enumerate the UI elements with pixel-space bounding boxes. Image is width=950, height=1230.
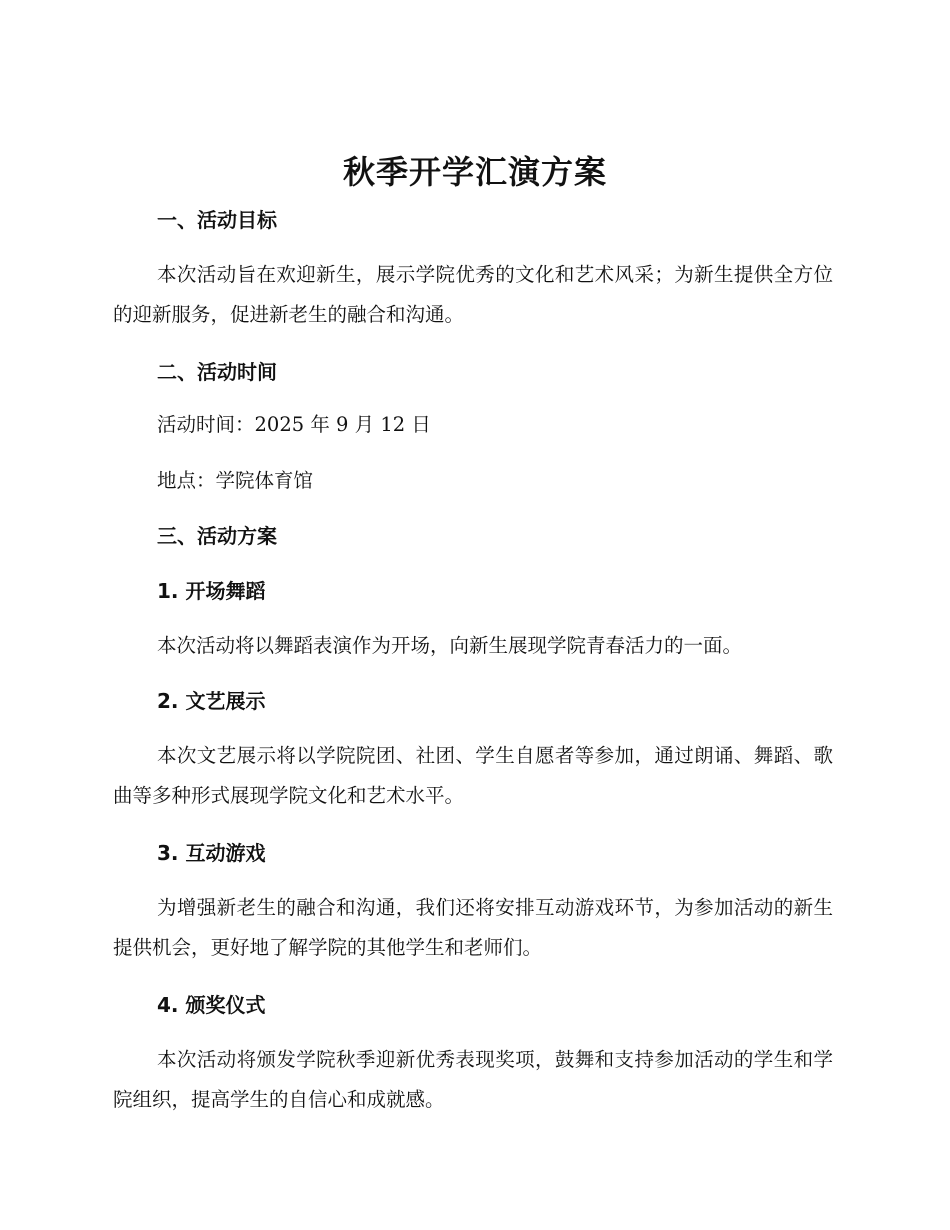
plan-item-body: 本次活动将颁发学院秋季迎新优秀表现奖项，鼓舞和支持参加活动的学生和学院组织，提高学生的自信心和成就感。: [113, 1048, 833, 1111]
plan-item-body: 本次活动将以舞蹈表演作为开场，向新生展现学院青春活力的一面。: [157, 634, 743, 657]
plan-item-body: 本次文艺展示将以学院院团、社团、学生自愿者等参加，通过朗诵、舞蹈、歌曲等多种形式展现学院文化和艺术水平。: [113, 744, 833, 807]
document-title: 秋季开学汇演方案: [342, 153, 607, 191]
plan-item-heading: 1. 开场舞蹈: [157, 579, 266, 603]
plan-item-heading: 2. 文艺展示: [157, 689, 266, 713]
plan-item-heading: 3. 互动游戏: [157, 841, 266, 865]
plan-item-heading: 4. 颁奖仪式: [157, 993, 266, 1017]
event-time-line: 活动时间：2025 年 9 月 12 日: [157, 413, 431, 436]
section-heading-time: 二、活动时间: [157, 360, 277, 384]
section-heading-goal: 一、活动目标: [157, 208, 277, 232]
section-heading-plan: 三、活动方案: [157, 524, 277, 548]
plan-item-body: 为增强新老生的融合和沟通，我们还将安排互动游戏环节，为参加活动的新生提供机会，更好地了解学院的其他学生和老师们。: [113, 896, 833, 959]
section-body-goal: 本次活动旨在欢迎新生，展示学院优秀的文化和艺术风采；为新生提供全方位的迎新服务，促进新老生的融合和沟通。: [113, 263, 833, 326]
event-place-line: 地点：学院体育馆: [157, 469, 314, 492]
